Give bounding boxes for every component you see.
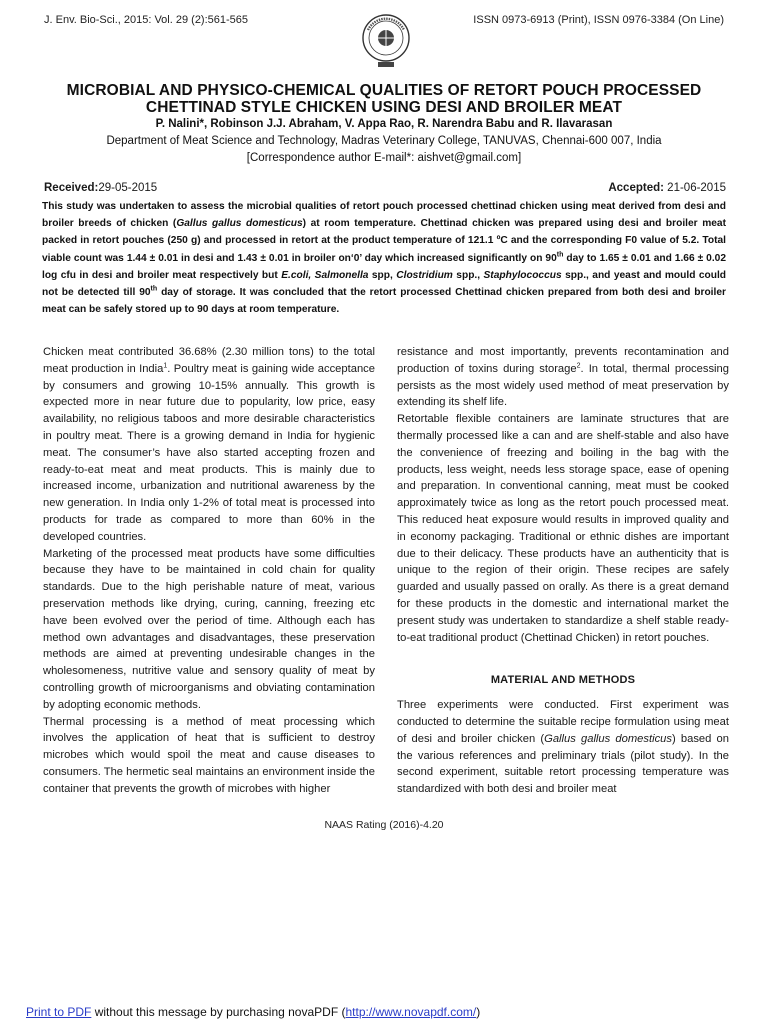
body-column-left (43, 344, 375, 798)
title-line-2: CHETTINAD STYLE CHICKEN USING DESI AND BROILER MEAT (145, 99, 623, 116)
received-date: Received:29-05-2015 (44, 182, 158, 194)
accepted-date: Accepted: 21-06-2015 (608, 182, 726, 194)
title-line-1: MICROBIAL AND PHYSICO-CHEMICAL QUALITIES OF RETORT POUCH PROCESSED (66, 82, 702, 99)
journal-citation: J. Env. Bio-Sci., 2015: Vol. 29 (2):561-565 (44, 14, 249, 26)
affiliation: Department of Meat Science and Technology, Madras Veterinary College, TANUVAS, Chennai-600 007, India (106, 135, 662, 147)
paper-title (30, 82, 738, 116)
print-footer: Print to PDF without this message by purchasing novaPDF (http://www.novapdf.com/) (26, 1005, 481, 1019)
naas-rating: NAAS Rating (2016)-4.20 (324, 819, 444, 831)
correspondence-email: [Correspondence author E-mail*: aishvet@gmail.com] (246, 152, 522, 164)
paragraph-intro: Chicken meat contributed 36.68% (2.30 million tons) to the total meat production in India$^1$. Poultry meat is gaining wide acceptance by consumers and growing 10-15% annually. This growth is expected more in near future due to popularity, low price, easy availability, no religious taboos and more desirable characteristics in poultry meat. There is a growing demand in India for hygienic meat. The consumer’s have also started accepting frozen and ready-to-eat meat and meat products. This is mainly due to increased income, urbanization and nutritional awareness by the new generation. In India only 1-2% of total meat is processed into products for trade as compared to more than 60% in the developed countries. (43, 346, 375, 543)
issn-line: ISSN 0973-6913 (Print), ISSN 0976-3384 (On Line) (473, 14, 724, 26)
paragraph-thermal: Thermal processing is a method of meat processing which involves the application of heat that is sufficient to destroy microbes which would spoil the meat and cause diseases to consumers. The hermetic seal maintains an environment inside the container that prevents the growth of microbes with higher (43, 715, 375, 795)
paragraph-resistance: resistance and most importantly, prevents recontamination and production of toxins during storage$^2$. In total, thermal processing persists as the most widely used method of meat preservation by extending its shelf life. (397, 346, 729, 409)
print-to-pdf-link[interactable]: Print to PDF (26, 1005, 92, 1019)
abstract: This study was undertaken to assess the microbial qualities of retort pouch processed chettinad chicken using meat derived from desi and broiler breeds of chicken (Gallus gallus domesticus) at room temperature. Chettinad chicken was prepared using desi and broiler meat packed in retort pouches (250 g) and processed in retort at the product temperature of 121.1 ºC and the corresponding F0 value of 5.2. Total viable count was 1.44 ± 0.01 in desi and 1.43 ± 0.01 in broiler on‘0’ day which increased significantly on 90th day to 1.65 ± 0.01 and 1.66 ± 0.02 log cfu in desi and broiler meat respectively but E.coli, Salmonella spp, Clostridium spp., Staphylococcus spp., and yeast and mould could not be detected till 90th day of storage. It was concluded that the retort processed Chettinad chicken prepared from both desi and broiler meat can be safely stored up to 90 days at room temperature. (42, 201, 727, 316)
paragraph-experiments: Three experiments were conducted. First experiment was conducted to determine the suitable recipe formulation using meat of desi and broiler chicken (Gallus gallus domesticus) based on the various references and preliminary trials (pilot study). In the second experiment, suitable retort processing temperature was standardized with both desi and broiler meat (397, 699, 729, 796)
novapdf-link[interactable]: http://www.novapdf.com/ (345, 1005, 477, 1019)
author-list: P. Nalini*, Robinson J.J. Abraham, V. Appa Rao, R. Narendra Babu and R. Ilavarasan (155, 118, 613, 130)
section-heading-methods: MATERIAL AND METHODS (490, 674, 636, 687)
paragraph-marketing: Marketing of the processed meat products have some difficulties because they have to be maintained in cold chain for quality standards. Due to the high perishable nature of meat, various preservation methods like drying, curing, canning, freezing etc have been evolved over the period of time. Although each has method own advantages and disadvantages, these preservation methods are aimed at preventing undesirable changes in the wholesomeness, nutritive value and sensory quality of meat by controlling growth of microorganisms and obviating contamination by adopting economic methods. (43, 547, 375, 711)
paragraph-retortable: Retortable flexible containers are laminate structures that are thermally processed like a can and are shelf-stable and also have the convenience of freezing and boiling in the bag with the products, less weight, needs less storage space, ease of opening and preparation. In conventional canning, meat must be cooked approximately twice as long as the retort pouch processed meat. This reduced heat exposure would results in improved quality and in economy packaging. Traditional or ethnic dishes are important due to their delicacy. These products have an authenticity that is unique to the region of their origin. These recipes are safely guarded and usually passed on orally. As there is a great demand for these products in the domestic and international market the present study was undertaken to standardize a shelf stable ready-to-eat traditional product (Chettinad Chicken) in retort pouches. (397, 413, 729, 644)
journal-seal-logo (360, 12, 412, 70)
body-column-right (397, 344, 729, 798)
